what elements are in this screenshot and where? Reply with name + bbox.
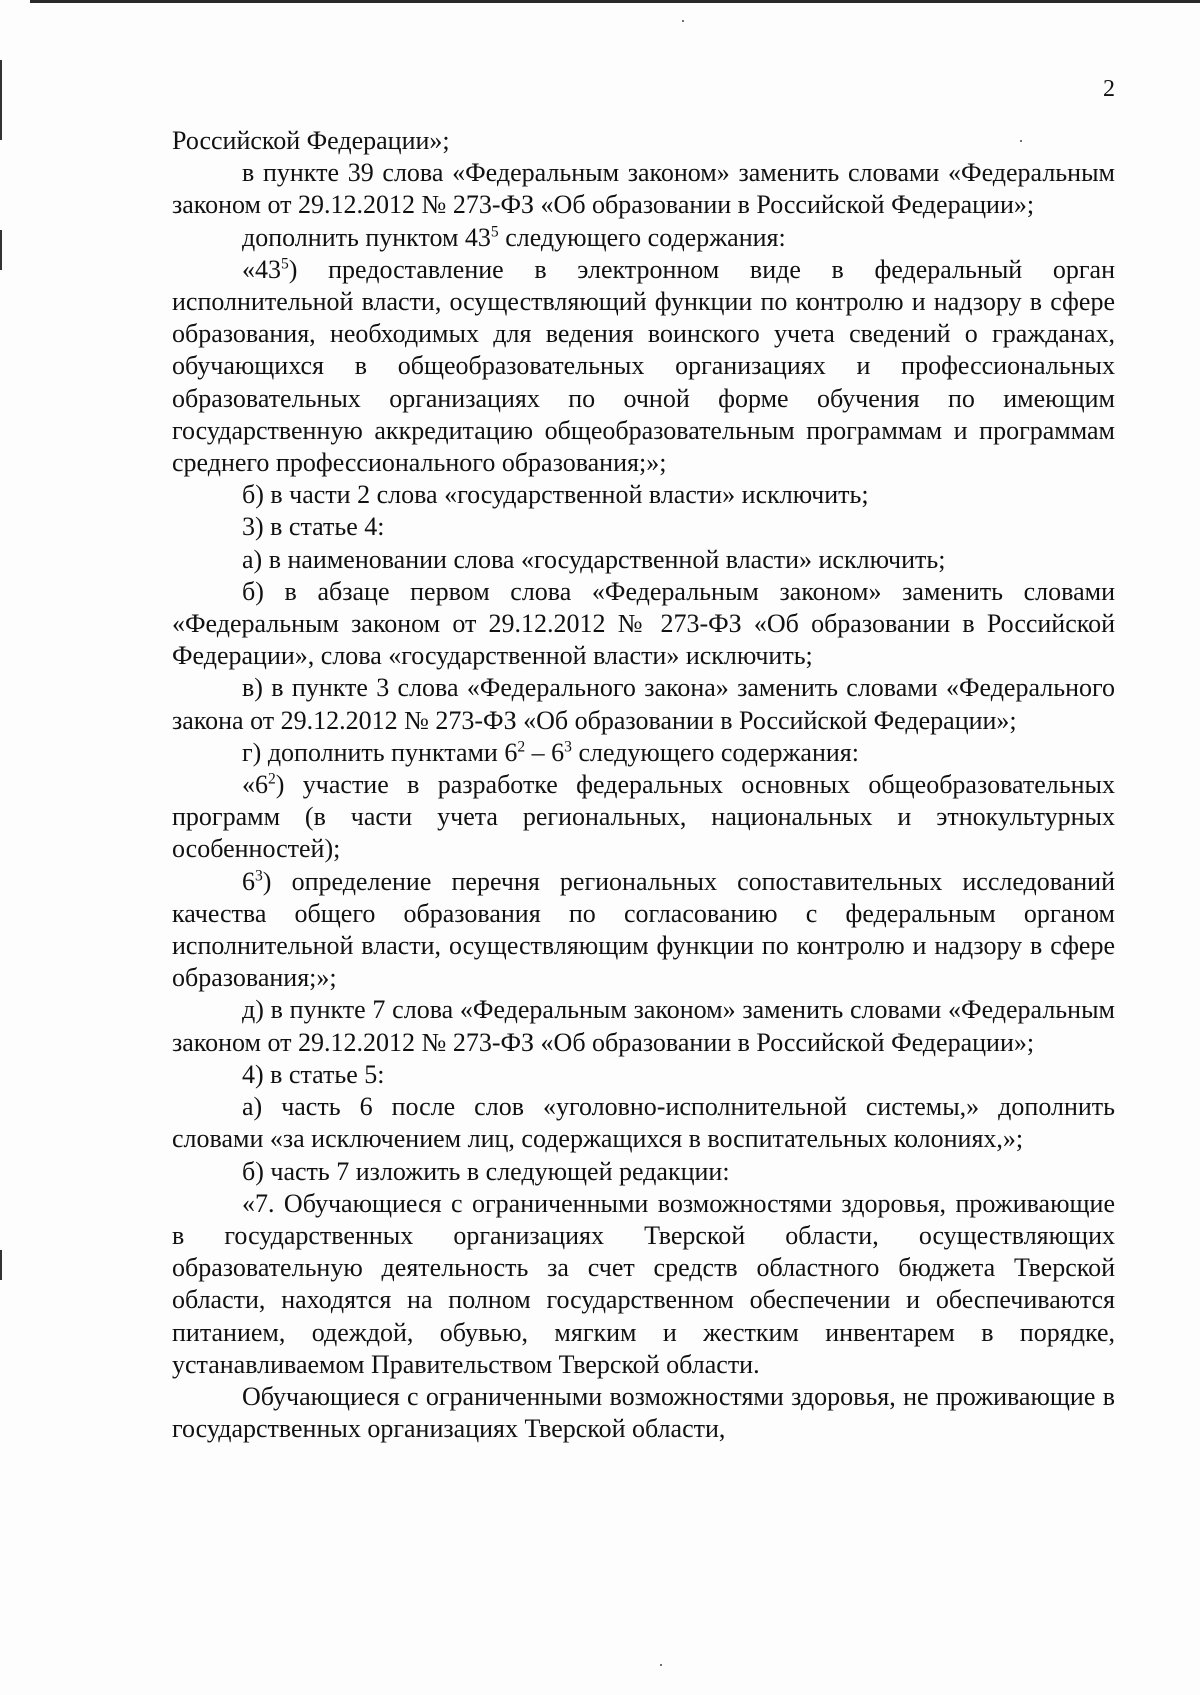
paragraph-text: 6 xyxy=(242,866,255,896)
paragraph-text: ) участие в разработке федеральных основных общеобразовательных программ (в части учета региональных, национальных и этнокультурных особенностей); xyxy=(172,770,1115,864)
scan-edge-left xyxy=(0,230,2,270)
paragraph-text: «7. Обучающиеся с ограниченными возможностями здоровья, проживающие в государственных организациях Тверской области, осуществляющих образовательную деятельность за счет средств областного бюджета Тверской области, находятся на полном государственном обеспечении и обеспечиваются питанием, одеждой, обувью, мягким и жестким инвентарем в порядке, устанавливаемом Правительством Тверской области. xyxy=(172,1188,1115,1379)
paragraph-text: Обучающиеся с ограниченными возможностями здоровья, не проживающие в государственных организациях Тверской области, xyxy=(172,1381,1115,1444)
paragraph xyxy=(172,576,1115,673)
paragraph xyxy=(172,1156,1115,1188)
paragraph-text: 3) в статье 4: xyxy=(242,512,385,542)
paragraph-text: дополнить пунктом 43 xyxy=(242,222,491,252)
paragraph xyxy=(172,222,1115,254)
superscript: 3 xyxy=(564,738,572,756)
paragraph xyxy=(172,511,1115,543)
document-body xyxy=(172,125,1115,1445)
paragraph-text: Российской Федерации»; xyxy=(172,126,450,155)
paragraph-text: – 6 xyxy=(525,737,565,767)
paragraph xyxy=(172,157,1115,221)
superscript: 5 xyxy=(490,222,499,240)
paragraph-text: 4) в статье 5: xyxy=(242,1059,385,1089)
paragraph xyxy=(172,1188,1115,1381)
paragraph xyxy=(172,1381,1115,1445)
paragraph xyxy=(172,769,1115,866)
superscript: 5 xyxy=(281,255,289,273)
paragraph-text: ) определение перечня региональных сопоставительных исследований качества общего образования по согласованию с федеральным органом исполнительной власти, осуществляющим функции по контролю и надзору в сфере образования;»; xyxy=(172,866,1115,993)
paragraph-text: д) в пункте 7 слова «Федеральным законом» заменить словами «Федеральным законом от 29.12.2012 № 273-ФЗ «Об образовании в Российской Федерации»; xyxy=(172,995,1115,1057)
scan-edge-left xyxy=(0,60,2,140)
paragraph-text: «6 xyxy=(242,770,268,800)
paragraph-text: б) в абзаце первом слова «Федеральным законом» заменить словами «Федеральным законом от 29.12.2012 № 273-ФЗ «Об образовании в Российской Федерации», слова «государственной власти» исключить; xyxy=(172,576,1115,671)
paragraph xyxy=(172,866,1115,995)
paragraph-text: следующего содержания: xyxy=(571,737,859,767)
page-number: 2 xyxy=(1103,76,1115,102)
paragraph xyxy=(172,1059,1115,1091)
paragraph-text: ) предоставление в электронном виде в федеральный орган исполнительной власти, осуществляющий функции по контролю и надзору в сфере образования, необходимых для ведения воинского учета сведений о гражданах, обучающихся в общеобразовательных организациях и профессиональных образовательных организациях по очной форме обучения по имеющим государственную аккредитацию общеобразовательным программам и программам среднего профессионального образования;»; xyxy=(172,254,1115,478)
paragraph xyxy=(172,125,1115,157)
superscript: 3 xyxy=(255,867,263,885)
paragraph-text: а) часть 6 после слов «уголовно-исполнительной системы,» дополнить словами «за исключением лиц, содержащихся в воспитательных колониях,»; xyxy=(172,1092,1115,1154)
superscript: 2 xyxy=(517,738,526,756)
paragraph xyxy=(172,672,1115,736)
paragraph xyxy=(172,254,1115,479)
paragraph-text: г) дополнить пунктами 6 xyxy=(242,737,518,767)
paragraph-text: б) в части 2 слова «государственной власти» исключить; xyxy=(242,480,869,510)
scan-speck xyxy=(660,1664,662,1666)
paragraph xyxy=(172,479,1115,511)
scan-speck xyxy=(682,20,684,22)
scan-edge-top xyxy=(30,0,1200,3)
paragraph-text: в) в пункте 3 слова «Федерального закона» заменить словами «Федерального закона от 29.12.2012 № 273-ФЗ «Об образовании в Российской Федерации»; xyxy=(172,673,1115,735)
paragraph-text: следующего содержания: xyxy=(498,222,786,252)
paragraph-text: «43 xyxy=(242,254,281,284)
paragraph xyxy=(172,544,1115,576)
paragraph-text: б) часть 7 изложить в следующей редакции: xyxy=(242,1156,730,1186)
paragraph xyxy=(172,737,1115,769)
paragraph-text: в пункте 39 слова «Федеральным законом» заменить словами «Федеральным законом от 29.12.2012 № 273-ФЗ «Об образовании в Российской Федерации»; xyxy=(172,158,1115,220)
superscript: 2 xyxy=(268,770,276,788)
paragraph xyxy=(172,1091,1115,1155)
paragraph xyxy=(172,994,1115,1058)
scan-edge-left xyxy=(0,1250,2,1280)
paragraph-text: а) в наименовании слова «государственной власти» исключить; xyxy=(242,544,946,574)
